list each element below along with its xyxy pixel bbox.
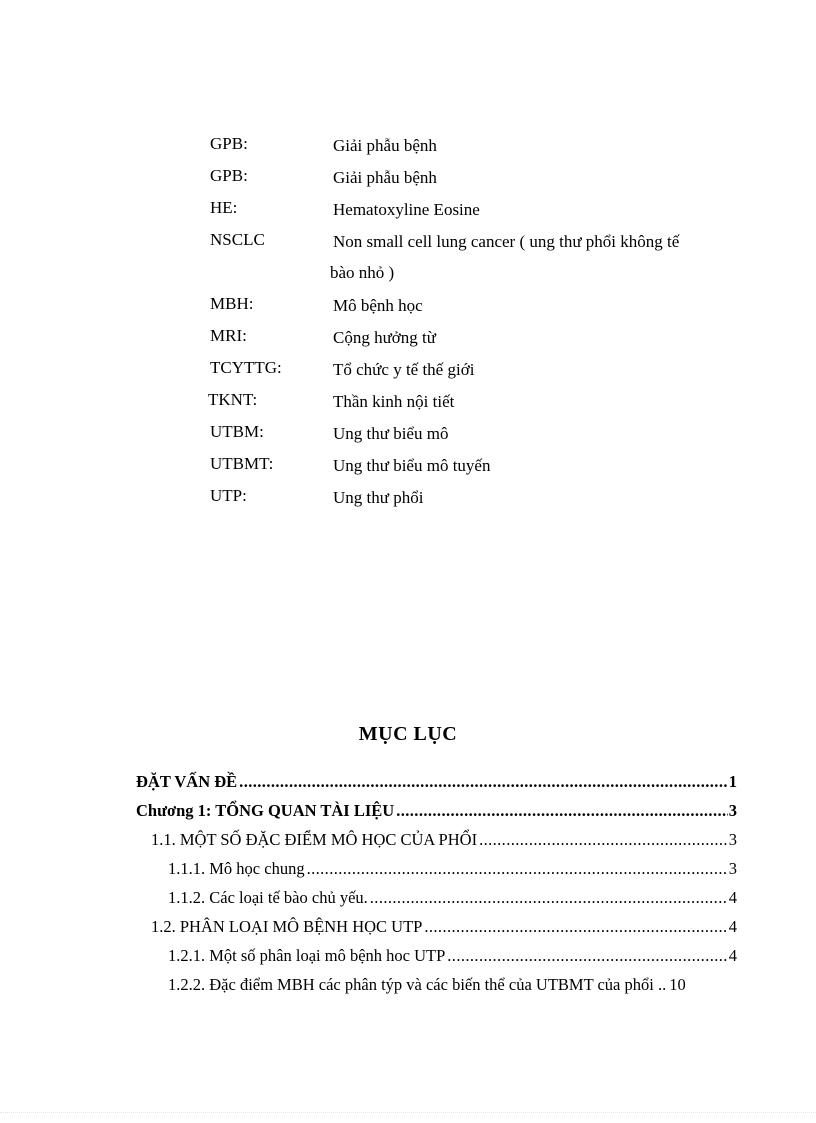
abbreviation-row <box>0 130 816 162</box>
abbreviation-row <box>0 162 816 194</box>
toc-leader-dots <box>239 768 728 796</box>
abbreviation-value-line1: Non small cell lung cancer ( ung thư phổi không tế <box>333 232 680 251</box>
abbreviation-row <box>0 482 816 514</box>
toc-page-number: 1 <box>728 772 737 791</box>
abbreviation-value: Ung thư biểu mô tuyến <box>333 456 491 475</box>
abbreviation-key: MRI: <box>210 326 247 345</box>
toc-entry-label: 1.2. PHÂN LOẠI MÔ BỆNH HỌC UTP <box>151 917 423 936</box>
abbreviation-row <box>0 226 816 290</box>
toc-entry-label: Chương 1: TỔNG QUAN TÀI LIỆU <box>136 801 395 820</box>
abbreviation-key: UTBM: <box>210 422 264 441</box>
toc-entry[interactable] <box>0 971 816 1000</box>
abbreviation-value-line2: bào nhỏ ) <box>330 263 395 282</box>
abbreviation-value: Giải phẫu bệnh <box>333 168 437 187</box>
toc-page-number: 4 <box>728 888 737 907</box>
toc-page-number: 4 <box>728 917 737 936</box>
abbreviation-key: GPB: <box>210 166 248 185</box>
table-of-contents <box>0 768 816 1000</box>
abbreviation-row <box>0 418 816 450</box>
abbreviation-value: Cộng hưởng từ <box>333 328 436 347</box>
abbreviation-key: MBH: <box>210 294 254 313</box>
abbreviation-key: UTP: <box>210 486 247 505</box>
toc-leader-dots <box>370 884 728 912</box>
toc-entry-label: 1.1.1. Mô học chung <box>168 859 305 878</box>
abbreviation-row <box>0 290 816 322</box>
abbreviation-row <box>0 354 816 386</box>
page-bottom-divider <box>0 1112 816 1113</box>
toc-entry[interactable] <box>0 884 816 913</box>
abbreviation-row <box>0 386 816 418</box>
abbreviation-key: GPB: <box>210 134 248 153</box>
toc-page-number: 3 <box>728 801 737 820</box>
toc-page-number: 3 <box>728 859 737 878</box>
abbreviation-key: HE: <box>210 198 238 217</box>
toc-entry-label: 1.2.2. Đặc điểm MBH các phân týp và các biến thể của UTBMT của phổi .. <box>168 975 667 994</box>
abbreviation-list <box>0 130 816 514</box>
toc-page-number: 4 <box>728 946 737 965</box>
toc-title: MỤC LỤC <box>358 723 458 745</box>
abbreviation-value: Mô bệnh học <box>333 296 423 315</box>
abbreviation-value: Hematoxyline Eosine <box>333 200 480 219</box>
abbreviation-row <box>0 450 816 482</box>
toc-leader-dots <box>479 826 728 854</box>
toc-leader-dots <box>307 855 728 883</box>
toc-entry-label: 1.1. MỘT SỐ ĐẶC ĐIỂM MÔ HỌC CỦA PHỔI <box>151 830 478 849</box>
toc-leader-dots <box>396 797 728 825</box>
abbreviation-value <box>330 226 733 288</box>
abbreviation-row <box>0 322 816 354</box>
toc-entry[interactable] <box>0 855 816 884</box>
toc-entry[interactable] <box>0 942 816 971</box>
abbreviation-value: Giải phẫu bệnh <box>333 136 437 155</box>
toc-page-number: 10 <box>669 975 686 994</box>
abbreviation-row <box>0 194 816 226</box>
abbreviation-value: Ung thư biểu mô <box>333 424 449 443</box>
toc-entry[interactable] <box>0 913 816 942</box>
abbreviation-value: Thần kinh nội tiết <box>333 392 455 411</box>
toc-entry[interactable] <box>0 768 816 797</box>
abbreviation-value: Tổ chức y tế thế giới <box>333 360 475 379</box>
abbreviation-value: Ung thư phổi <box>333 488 424 507</box>
toc-entry-label: 1.2.1. Một số phân loại mô bệnh hoc UTP <box>168 946 446 965</box>
toc-entry[interactable] <box>0 826 816 855</box>
abbreviation-key: UTBMT: <box>210 454 274 473</box>
abbreviation-key: TKNT: <box>208 390 258 409</box>
toc-entry[interactable] <box>0 797 816 826</box>
abbreviation-key: NSCLC <box>210 230 265 249</box>
toc-leader-dots <box>424 913 727 941</box>
toc-entry-label: 1.1.2. Các loại tế bào chủ yếu. <box>168 888 368 907</box>
toc-entry-label: ĐẶT VẤN ĐỀ <box>136 772 238 791</box>
toc-leader-dots <box>447 942 727 970</box>
toc-page-number: 3 <box>728 830 737 849</box>
abbreviation-key: TCYTTG: <box>210 358 282 377</box>
